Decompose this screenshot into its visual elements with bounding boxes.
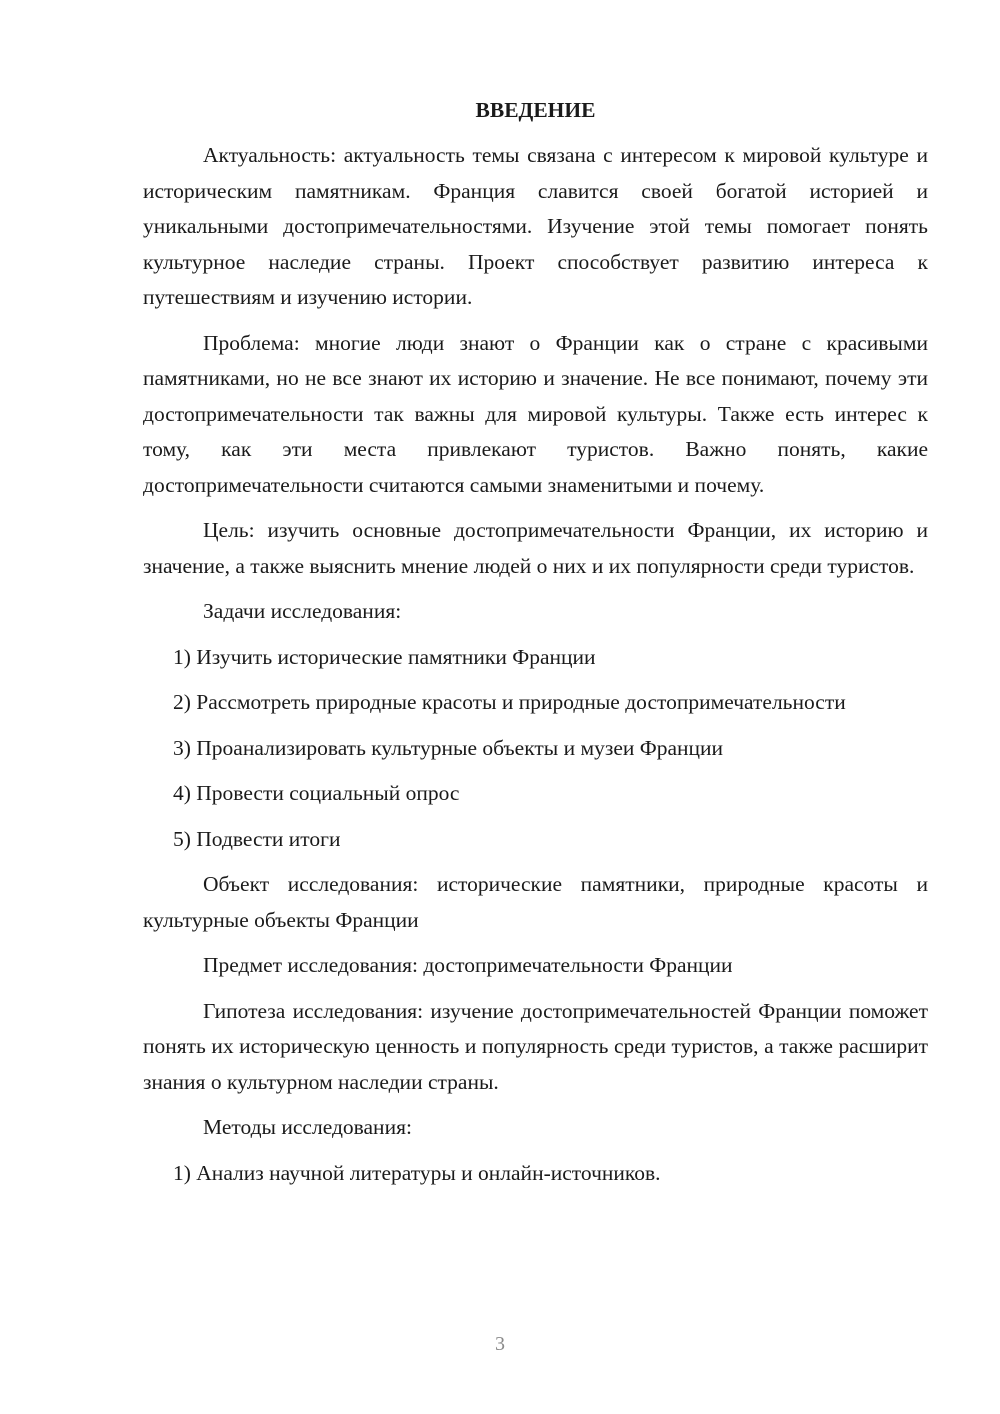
task-item: 5) Подвести итоги bbox=[173, 826, 341, 851]
tasks-heading: Задачи исследования: bbox=[203, 599, 402, 623]
task-item: 2) Рассмотреть природные красоты и природные достопримечательности bbox=[173, 690, 846, 714]
task-item: 1) Изучить исторические памятники Франции bbox=[173, 644, 596, 669]
relevance-paragraph: Актуальность: актуальность темы связана с интересом к мировой культуре и историческим памятникам. Франция славится своей богатой историей и уникальными достопримечательностями. Изучение этой темы помогает понять культурное наследие страны. Проект способствует развитию интереса к путешествиям и изучению истории. bbox=[143, 143, 928, 309]
hypothesis-paragraph: Гипотеза исследования: изучение достопримечательностей Франции поможет понять их историческую ценность и популярность среди туристов, а также расширит знания о культурном наследии страны. bbox=[143, 998, 928, 1094]
task-item: 4) Провести социальный опрос bbox=[173, 781, 460, 805]
goal-paragraph: Цель: изучить основные достопримечательности Франции, их историю и значение, а также выяснить мнение людей о них и их популярности среди туристов. bbox=[143, 518, 928, 578]
methods-heading: Методы исследования: bbox=[203, 1115, 412, 1139]
method-item: 1) Анализ научной литературы и онлайн-источников. bbox=[173, 1160, 661, 1185]
document-page bbox=[143, 92, 928, 1201]
section-heading: ВВЕДЕНИЕ bbox=[475, 98, 596, 122]
object-paragraph: Объект исследования: исторические памятники, природные красоты и культурные объекты Франции bbox=[143, 872, 928, 932]
page-number: 3 bbox=[495, 1333, 505, 1355]
problem-paragraph: Проблема: многие люди знают о Франции как о стране с красивыми памятниками, но не все знают их историю и значение. Не все понимают, почему эти достопримечательности так важны для мировой культуры. Также есть интерес к тому, как эти места привлекают туристов. Важно понять, какие достопримечательности считаются самыми знаменитыми и почему. bbox=[143, 330, 928, 497]
subject-paragraph: Предмет исследования: достопримечательности Франции bbox=[203, 953, 733, 977]
task-item: 3) Проанализировать культурные объекты и музеи Франции bbox=[173, 735, 724, 760]
